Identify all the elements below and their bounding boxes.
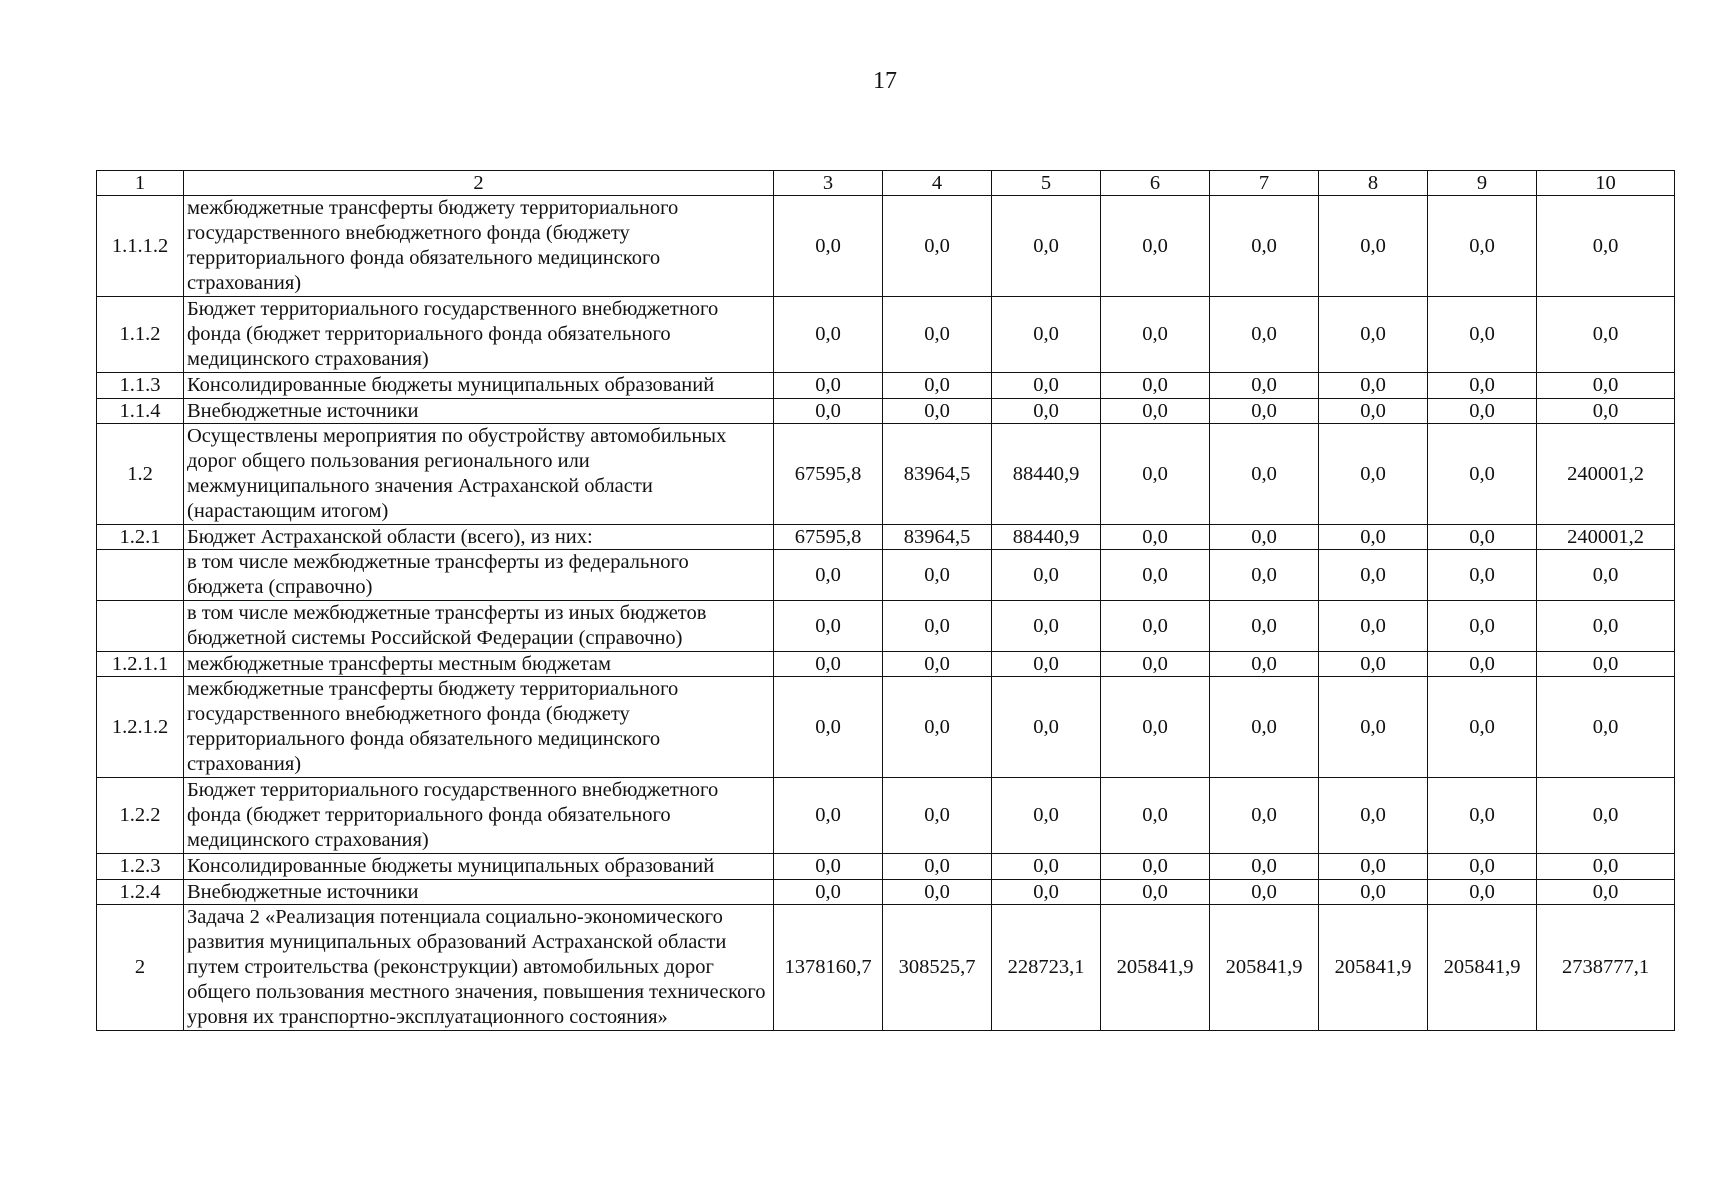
value-cell: 0,0	[883, 677, 992, 778]
value-cell: 0,0	[883, 854, 992, 880]
value-cell: 0,0	[1101, 880, 1210, 905]
row-code: 1.1.4	[97, 399, 184, 424]
value-cell: 83964,5	[883, 525, 992, 550]
value-cell: 308525,7	[883, 905, 992, 1031]
value-cell: 0,0	[774, 297, 883, 373]
value-cell: 0,0	[1319, 880, 1428, 905]
value-cell: 205841,9	[1101, 905, 1210, 1031]
row-code: 1.2.1.1	[97, 652, 184, 677]
row-code: 1.2.4	[97, 880, 184, 905]
row-code: 1.2.2	[97, 778, 184, 854]
value-cell: 0,0	[1101, 854, 1210, 880]
table-row	[97, 196, 1675, 297]
value-cell: 0,0	[774, 677, 883, 778]
value-cell: 0,0	[774, 854, 883, 880]
value-cell: 0,0	[1210, 525, 1319, 550]
header-cell: 5	[992, 171, 1101, 196]
value-cell: 0,0	[1210, 196, 1319, 297]
header-cell: 2	[184, 171, 774, 196]
value-cell: 0,0	[992, 399, 1101, 424]
value-cell: 0,0	[1428, 424, 1537, 525]
value-cell: 0,0	[1210, 778, 1319, 854]
table-row	[97, 854, 1675, 880]
value-cell: 0,0	[1210, 652, 1319, 677]
value-cell: 0,0	[774, 601, 883, 652]
row-description: Задача 2 «Реализация потенциала социально-экономического развития муниципальных образований Астраханской области путем строительства (реконструкции) автомобильных дорог общего пользования местного значения, повышения технического уровня их транспортно-эксплуатационного состояния»	[184, 905, 774, 1031]
row-code: 1.2.1.2	[97, 677, 184, 778]
value-cell: 67595,8	[774, 424, 883, 525]
value-cell: 83964,5	[883, 424, 992, 525]
value-cell: 1378160,7	[774, 905, 883, 1031]
row-code: 1.2.1	[97, 525, 184, 550]
value-cell: 0,0	[1428, 778, 1537, 854]
page-number: 17	[873, 68, 897, 94]
value-cell: 0,0	[1210, 550, 1319, 601]
table-row	[97, 677, 1675, 778]
value-cell: 0,0	[1101, 373, 1210, 399]
value-cell: 0,0	[1101, 601, 1210, 652]
table-row	[97, 652, 1675, 677]
header-cell: 6	[1101, 171, 1210, 196]
value-cell: 0,0	[1101, 778, 1210, 854]
row-code: 1.1.2	[97, 297, 184, 373]
value-cell: 0,0	[1210, 601, 1319, 652]
value-cell: 0,0	[774, 550, 883, 601]
table-row	[97, 550, 1675, 601]
value-cell: 240001,2	[1537, 424, 1675, 525]
budget-table	[96, 170, 1675, 1031]
value-cell: 0,0	[1210, 297, 1319, 373]
value-cell: 0,0	[1428, 550, 1537, 601]
value-cell: 0,0	[1101, 525, 1210, 550]
value-cell: 0,0	[883, 196, 992, 297]
value-cell: 0,0	[774, 652, 883, 677]
value-cell: 0,0	[1428, 652, 1537, 677]
value-cell: 0,0	[1101, 652, 1210, 677]
value-cell: 0,0	[1319, 677, 1428, 778]
value-cell: 0,0	[883, 399, 992, 424]
row-description: Осуществлены мероприятия по обустройству автомобильных дорог общего пользования регионального или межмуниципального значения Астраханской области (нарастающим итогом)	[184, 424, 774, 525]
value-cell: 0,0	[883, 652, 992, 677]
value-cell: 0,0	[1428, 297, 1537, 373]
value-cell: 0,0	[1101, 196, 1210, 297]
value-cell: 0,0	[1537, 550, 1675, 601]
value-cell: 0,0	[1101, 677, 1210, 778]
value-cell: 240001,2	[1537, 525, 1675, 550]
value-cell: 88440,9	[992, 424, 1101, 525]
value-cell: 205841,9	[1319, 905, 1428, 1031]
row-code	[97, 601, 184, 652]
value-cell: 2738777,1	[1537, 905, 1675, 1031]
row-description: в том числе межбюджетные трансферты из иных бюджетов бюджетной системы Российской Федерации (справочно)	[184, 601, 774, 652]
row-code: 1.1.1.2	[97, 196, 184, 297]
table-row	[97, 297, 1675, 373]
value-cell: 205841,9	[1428, 905, 1537, 1031]
value-cell: 0,0	[1319, 854, 1428, 880]
row-description: Консолидированные бюджеты муниципальных образований	[184, 854, 774, 880]
row-description: межбюджетные трансферты бюджету территориального государственного внебюджетного фонда (бюджету территориального фонда обязательного медицинского страхования)	[184, 196, 774, 297]
value-cell: 0,0	[1319, 601, 1428, 652]
value-cell: 0,0	[1428, 373, 1537, 399]
row-description: Внебюджетные источники	[184, 399, 774, 424]
value-cell: 0,0	[1428, 525, 1537, 550]
table-row	[97, 880, 1675, 905]
value-cell: 0,0	[1101, 399, 1210, 424]
value-cell: 0,0	[1537, 399, 1675, 424]
header-cell: 8	[1319, 171, 1428, 196]
value-cell: 228723,1	[992, 905, 1101, 1031]
row-description: в том числе межбюджетные трансферты из федерального бюджета (справочно)	[184, 550, 774, 601]
value-cell: 0,0	[992, 196, 1101, 297]
table-row	[97, 601, 1675, 652]
table-body	[97, 196, 1675, 1031]
row-code: 1.2	[97, 424, 184, 525]
value-cell: 0,0	[1537, 196, 1675, 297]
value-cell: 0,0	[1428, 399, 1537, 424]
value-cell: 0,0	[1319, 196, 1428, 297]
header-cell: 4	[883, 171, 992, 196]
value-cell: 0,0	[992, 778, 1101, 854]
row-description: межбюджетные трансферты бюджету территориального государственного внебюджетного фонда (бюджету территориального фонда обязательного медицинского страхования)	[184, 677, 774, 778]
value-cell: 0,0	[1319, 778, 1428, 854]
value-cell: 0,0	[1210, 854, 1319, 880]
row-code	[97, 550, 184, 601]
value-cell: 0,0	[1101, 297, 1210, 373]
table-row	[97, 373, 1675, 399]
header-cell: 1	[97, 171, 184, 196]
value-cell: 0,0	[1537, 652, 1675, 677]
header-cell: 3	[774, 171, 883, 196]
value-cell: 0,0	[883, 778, 992, 854]
value-cell: 0,0	[992, 373, 1101, 399]
value-cell: 0,0	[774, 880, 883, 905]
value-cell: 0,0	[883, 550, 992, 601]
value-cell: 0,0	[1537, 880, 1675, 905]
value-cell: 0,0	[1319, 373, 1428, 399]
value-cell: 0,0	[1319, 525, 1428, 550]
value-cell: 0,0	[1101, 424, 1210, 525]
row-description: Бюджет территориального государственного внебюджетного фонда (бюджет территориального фонда обязательного медицинского страхования)	[184, 297, 774, 373]
value-cell: 0,0	[1210, 424, 1319, 525]
value-cell: 0,0	[1537, 778, 1675, 854]
value-cell: 67595,8	[774, 525, 883, 550]
value-cell: 0,0	[1101, 550, 1210, 601]
row-description: Бюджет Астраханской области (всего), из них:	[184, 525, 774, 550]
table-header-row	[97, 171, 1675, 196]
value-cell: 0,0	[1428, 601, 1537, 652]
value-cell: 0,0	[1319, 424, 1428, 525]
value-cell: 0,0	[1537, 677, 1675, 778]
value-cell: 205841,9	[1210, 905, 1319, 1031]
table-row	[97, 905, 1675, 1031]
value-cell: 0,0	[1319, 399, 1428, 424]
row-description: межбюджетные трансферты местным бюджетам	[184, 652, 774, 677]
table-row	[97, 525, 1675, 550]
value-cell: 0,0	[774, 373, 883, 399]
row-description: Внебюджетные источники	[184, 880, 774, 905]
value-cell: 0,0	[1319, 550, 1428, 601]
value-cell: 0,0	[774, 196, 883, 297]
value-cell: 0,0	[1428, 880, 1537, 905]
row-description: Консолидированные бюджеты муниципальных образований	[184, 373, 774, 399]
row-description: Бюджет территориального государственного внебюджетного фонда (бюджет территориального фонда обязательного медицинского страхования)	[184, 778, 774, 854]
value-cell: 0,0	[992, 854, 1101, 880]
value-cell: 0,0	[1210, 399, 1319, 424]
value-cell: 0,0	[992, 652, 1101, 677]
header-cell: 7	[1210, 171, 1319, 196]
value-cell: 0,0	[1537, 373, 1675, 399]
value-cell: 0,0	[883, 373, 992, 399]
value-cell: 0,0	[1537, 297, 1675, 373]
value-cell: 0,0	[992, 880, 1101, 905]
row-code: 2	[97, 905, 184, 1031]
value-cell: 0,0	[883, 880, 992, 905]
value-cell: 0,0	[1319, 652, 1428, 677]
table-row	[97, 424, 1675, 525]
value-cell: 0,0	[1428, 854, 1537, 880]
value-cell: 0,0	[992, 550, 1101, 601]
value-cell: 0,0	[1210, 880, 1319, 905]
table-row	[97, 778, 1675, 854]
value-cell: 0,0	[883, 601, 992, 652]
value-cell: 0,0	[1210, 373, 1319, 399]
value-cell: 0,0	[774, 778, 883, 854]
row-code: 1.2.3	[97, 854, 184, 880]
table-row	[97, 399, 1675, 424]
row-code: 1.1.3	[97, 373, 184, 399]
value-cell: 0,0	[774, 399, 883, 424]
value-cell: 0,0	[992, 601, 1101, 652]
value-cell: 0,0	[1428, 677, 1537, 778]
value-cell: 0,0	[883, 297, 992, 373]
value-cell: 0,0	[992, 297, 1101, 373]
value-cell: 0,0	[1537, 601, 1675, 652]
header-cell: 9	[1428, 171, 1537, 196]
value-cell: 0,0	[1319, 297, 1428, 373]
value-cell: 0,0	[1210, 677, 1319, 778]
value-cell: 88440,9	[992, 525, 1101, 550]
value-cell: 0,0	[1537, 854, 1675, 880]
value-cell: 0,0	[1428, 196, 1537, 297]
value-cell: 0,0	[992, 677, 1101, 778]
header-cell: 10	[1537, 171, 1675, 196]
